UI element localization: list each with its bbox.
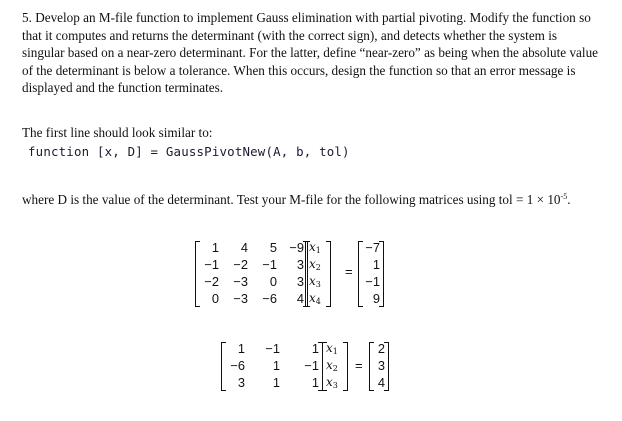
matrix-a-1-cell: −1 (262, 257, 277, 272)
matrix-a-1-cell: 4 (296, 291, 304, 306)
vector-x-1-entry (309, 240, 327, 257)
test-instruction-main: where D is the value of the determinant. Test your M-file for the following matrices using tol = 1 × 10 (22, 192, 561, 207)
vector-x-1-entry (309, 274, 327, 291)
vector-x-1-entry (309, 257, 327, 274)
vector-x-1 (305, 240, 331, 308)
matrix-a-1-cell: 3 (296, 257, 304, 272)
vector-b-2-entry: 3 (377, 358, 385, 373)
variable-subscript: 4 (315, 297, 321, 306)
variable-symbol: x (309, 291, 316, 305)
matrix-a-2-cell: −1 (304, 358, 319, 373)
matrix-a-2-cell: 1 (311, 341, 319, 356)
matrix-a-2-cell: 1 (237, 341, 245, 356)
equals-sign-1: = (345, 264, 353, 279)
problem-paragraph: 5. Develop an M-file function to implement Gauss elimination with partial pivoting. Modify the function so that it computes and returns the determinant (with the correct sign), and detects whether the system is singular based on a near-zero determinant. For the latter, define “near-zero” as being when the absolute value of the determinant is below a tolerance. When this occurs, design the function so that an error message is displayed and the function terminates. (22, 10, 599, 96)
vector-b-1-entry: −7 (365, 240, 380, 255)
matrix-a-1 (195, 240, 308, 308)
test-instruction-text (22, 188, 602, 209)
matrix-a-1-cell: −3 (233, 274, 248, 289)
variable-subscript: 1 (332, 347, 338, 356)
matrix-a-1-cell: 4 (240, 240, 248, 255)
matrix-a-1-cell: −2 (204, 274, 219, 289)
vector-x-2-entry (326, 375, 344, 392)
matrix-a-1-cell: −3 (233, 291, 248, 306)
function-signature-code: function [x, D] = GaussPivotNew(A, b, tol) (28, 144, 350, 159)
vector-x-2-entry (326, 358, 344, 375)
matrix-a-2-cell: 1 (272, 375, 280, 390)
matrix-a-1-cell: 0 (269, 274, 277, 289)
matrix-a-1-cell: −9 (289, 240, 304, 255)
vector-b-1-entry: 9 (372, 291, 380, 306)
variable-subscript: 2 (332, 364, 338, 373)
matrix-a-1-cell: −1 (204, 257, 219, 272)
vector-b-1 (358, 240, 384, 308)
matrix-a-1-cell: 0 (211, 291, 219, 306)
vector-b-2 (369, 341, 389, 392)
variable-symbol: x (309, 240, 316, 254)
matrix-a-1-cell: −6 (262, 291, 277, 306)
variable-symbol: x (326, 341, 333, 355)
vector-b-2-entry: 4 (377, 375, 385, 390)
tolerance-exponent: -5 (560, 192, 568, 201)
matrix-a-2-cell: −6 (230, 358, 245, 373)
matrix-a-1-cell: −2 (233, 257, 248, 272)
matrix-a-1-cell: 3 (296, 274, 304, 289)
matrix-a-2-cell: 1 (272, 358, 280, 373)
variable-subscript: 2 (315, 263, 321, 272)
vector-b-1-entry: 1 (372, 257, 380, 272)
matrix-a-2-cell: 3 (237, 375, 245, 390)
matrix-a-1-cell: 5 (269, 240, 277, 255)
matrix-a-2 (221, 341, 323, 392)
variable-subscript: 1 (315, 246, 321, 255)
instruction-text: The first line should look similar to: (22, 125, 213, 140)
matrix-a-2-cell: −1 (265, 341, 280, 356)
test-instruction-end: . (567, 192, 571, 207)
vector-b-1-entry: −1 (365, 274, 380, 289)
vector-b-2-entry: 2 (377, 341, 385, 356)
variable-symbol: x (309, 257, 316, 271)
matrix-a-2-cell: 1 (311, 375, 319, 390)
variable-symbol: x (326, 375, 333, 389)
vector-x-2 (322, 341, 348, 392)
vector-x-2-entry (326, 341, 344, 358)
variable-symbol: x (326, 358, 333, 372)
vector-x-1-entry (309, 291, 327, 308)
matrix-a-1-cell: 1 (211, 240, 219, 255)
variable-subscript: 3 (332, 381, 338, 390)
variable-subscript: 3 (315, 280, 321, 289)
variable-symbol: x (309, 274, 316, 288)
equals-sign-2: = (355, 358, 363, 373)
